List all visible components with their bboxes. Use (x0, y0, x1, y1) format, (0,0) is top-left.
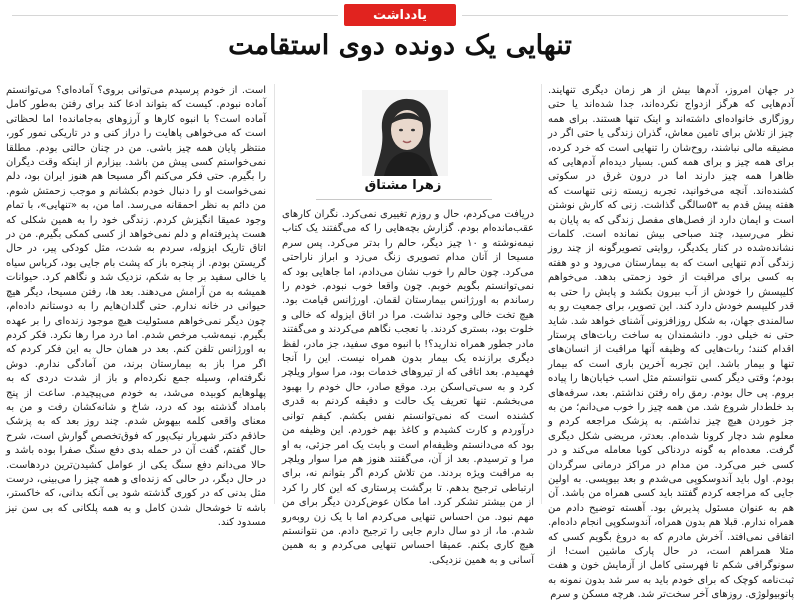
section-rule-left (12, 15, 338, 16)
author-name: زهرا مشتاق (364, 178, 442, 193)
article-column-right (548, 84, 794, 601)
column-text: دریافت می‌کردم، حال و روزم تغییری نمی‌کرد. نگران کارهای عقب‌مانده‌ام بودم. گزارش بچه‌هایی را که می‌گفتند یک کتاب نیمه‌نوشته و ۱۰ چیز دیگر، حالم را بدتر می‌کرد. پس سرم مسیحا از آنان مدام تصویری زنگ می‌زد و ابراز ناراحتی می‌کرد. چون حالم را خوب نشان می‌دادم، اما جاهایی بود که نمی‌توانستم بگویم خوبم. چون واقعا خوب نبودم. خودم را رساندم به اورژانس بیمارستان لقمان. اورژانس قیامت بود. هیچ تخت خالی وجود نداشت. مرا در اتاق ایزوله که خالی و خلوت بود، بستری کردند. با تعجب نگاهم می‌کردند و می‌گفتند مادر جطور همراه ندارید؟! با انبوه موی سفید، جز مادر، لفظ دیگری برازنده یک بیمار بدون همراه نیست. این را آنجا فهمیدم. بعد اتاقی که از تیروهای خدمات بود، مرا سوار ویلچر کرد و به سی‌تی‌اسکن برد. موقع صادر، حال خودم را بهبود می‌بخشم. تنها تعریف یک حالت و دقیقه کردنم به قدری کشنده است که نمی‌توانستم نفس بکشم. کیفم توانی درآوردم و کارت کشیدم و کاغذ بهم خوردم. این وظیفه من بود که می‌دانستم وظیفه‌ام است و بابت یک امر جزئی، به او مرا و ترسیدم. بعد از آن، می‌گفتند هنوز هم مرا سوار ویلچر به مراقبت ویژه بردند. من تلاش کردم اگر بتوانم نه، برای ارتباطی ترجیح بدهم. تا برگشت پرستاری که این کار را کرد از من بیشتر تشکر کرد. اما مکان عوض‌کردن دیگر برای من مهم نبود. من احساس تنهایی می‌کردم اما با یک زن روبه‌رو شدم. ما، از دو سال دارم جایی را ترجیح دادم. من نتوانستم هیچ کاری بکنم. عمیقا احساس تنهایی می‌کردم و به همین آسانی و به همین نزدیکی. (282, 209, 534, 566)
column-text: در جهان امروز، آدم‌ها بیش از هر زمان دیگری تنهایند. آدم‌هایی که هرگز ازدواج نکرده‌اند، جدا شده‌اند یا حتی روزگاری خانواده‌ای داشته‌اند و اینک تنها هستند. برای همه چیز از تلاش برای تامین معاش، گذران زندگی یا حتی اگر در مضیقه مالی نباشند، روح‌شان را تنهایی است که خرد کرده، برای همه چیز و برای همه کس. بسیار دیده‌ام آدم‌هایی که ظاهرا همه چیز دارند اما در درون غرق در سکوتی کشنده‌اند. آنچه می‌خوانید، تجربه زیسته زنی تنهاست که هفته پیش قدم به ۵۳سالگی گذاشت. زنی که کارش نوشتن است و ایمان دارد از فصل‌های مفصل زندگی که به پایان به نظر می‌رسید، چند صباحی بیش نمانده است. کلمات نشانده‌شده در کنار یکدیگر، روایتی تصویرگونه از چند روز زندگی آدم تنهایی است که به بیمارستان می‌رود و دو هفته به کسی برای مراقبت از خود زحمتی بدهد. می‌خواهم کلیپسش را خودش از آب بیرون بکشد و پایش را حتی به قدر کلیپسم خودش دارد کند. این تصویر، برای جمعیت رو به سالمندی جهان، به شکل روزافزونی آشنای خواهد شد. شاید حتی نه خیلی دور. دانشمندان به ساخت ربات‌های پرستار اقدام کنند؛ ربات‌هایی که وظیفه آنها مراقبت از انسان‌های تنها و بیمار باشد. این تجربه آخرین باری است که بیمار بودم؛ وقتی دیگر کسی نتوانستم مثل اسب خیابان‌ها را پیاده بروم. پی حال بودم. رمق راه رفتن نداشتم. بعد، سرفه‌های بد خلط‌دار شروع شد. من همه چیز را خوب می‌دانم؛ من به جز خوردن هیچ چیز نداشتم. به پزشک مراجعه کردم و معلوم شد دچار کرونا شده‌ام. بعدتر، مریضی شکل دیگری گرفت. معده‌ام به گونه دردناکی کوبا معامله می‌کند و در کسی خبر می‌کرد. من مدام در مراکز درمانی سرگردان بودم. اول باید آندوسکوپی می‌شدم و بعد بیوپسی. به اولین جایی که مراجعه کردم گفتند باید کسی همراه من باشد. آن هم به عنوان مسئول پذیرش بود. آهسته توضیح دادم من همراه ندارم. قبلا هم بدون همراه، آندوسکوپی انجام داده‌ام. اتفاقی نمی‌افتد. آخرش مادرم که به دروغ بگویم کسی که مثلا همراهم است، در حال پارک ماشین است! از سونوگرافی شکم تا فهرستی کامل از آزمایش خون و هفت ثبت‌نامه کوچک که برای خودم باید به سر شد بدون نمونه به پاتوبیولوژی. روزهای آخر سخت‌تر شد. هرچه مسکن و سرم (548, 85, 794, 601)
author-divider (316, 199, 492, 200)
article-column-left (6, 84, 266, 529)
column-divider (541, 84, 542, 504)
section-rule-right (462, 15, 788, 16)
author-portrait-photo (362, 90, 448, 176)
article-title: تنهایی یک دونده دوی استقامت (228, 30, 572, 61)
section-label: یادداشت (344, 4, 456, 26)
column-text: است. از خودم پرسیدم می‌توانی بروی؟ آماده‌ای؟ می‌توانستم آماده نبودم. کیست که بتواند ادعا کند برای رفتن به‌طور کامل آماده است؟ با انبوه کارها و آرزوهای به‌جامانده! اما لحظاتی است که می‌خواهی پاهایت را دراز کنی و در تاریکی نمور کور، منتظر پایان همه چیز باشی. من در چنان حالتی بودم. مطلقا نمی‌خواستم کسی پیش من باشد. بیزارم از اینکه وقت دیگران را بگیرم. حتی فکر می‌کنم اگر مسیحا هم هنوز ایران بود، دلم نمی‌خواست او را دنبال خودم بکشانم و موجب زحمتش شوم. من دائم به نظر احمقانه می‌رسد. اما من، به «تنهایی»، با تمام وجود عمیقا انگیزش کردم. زندگی خود را به همین شکلی که هست پذیرفته‌ام و دلم نمی‌خواهد از کسی کمکی بگیرم. من در اتاق تاریک ایزوله، سردم به شدت، مثل کودکی پیر، در حال گریستن بودم. از پنجره باز که پشت بام جایی بود، کرباس سیاه یا خالی سفید بر جا به شکم، نزدیک شد و نگاهم کرد. حیوانات همیشه به من آرامش می‌دهند. بعد ها، رفتن مسیحا، دیگر هیچ حیوانی در خانه ندارم. حتی گلدان‌هایم را به دوستانم داده‌ام، چون دیگر نمی‌خواهم مسئولیت هیچ موجود زنده‌ای را بر عهده بگیرم. نیمه‌شب مرخص شدم. اما درد مرا رها نکرد. فکر کردم به اورژانس تلفن کنم. بعد در همان حال به این فکر کردم که اگر مرا باز به بیمارستان برند، من آمادگی ندارم. دوش نگرفته‌ام، وسیله جمع نکرده‌ام و باز از شدت دردی که به پهلوهایم کوبیده می‌شد، به خودم می‌پیچیدم. ساعت از پنج بامداد گذشته بود که درد، شاخ و شانه‌کشان رفت و من به معنای واقعی کلمه بیهوش شدم. چند روز بعد که به پزشک حاذقم دکتر شهریار نیک‌پور که فوق‌تخصص گوارش است، شرح حال گفتم، گفت آن در حمله بدی دفع سنگ صفرا بوده باشد و حالا می‌دانم دفع سنگ یکی از عوامل کشیدن‌ترین دردهاست. در حال دیگر، در حالی که زنده‌ای و همه چیز را می‌بینی، درست مثل بدنی که در کوری گذشته شود بی آنکه بدانی، که خاکستر، باشه تا خوشحال شدن کامل و به همه پلکانی که بی سن نیز مسدود کند. (6, 85, 266, 529)
column-divider (274, 84, 275, 504)
author-photo-icon (362, 90, 448, 176)
article-column-middle (282, 208, 534, 566)
